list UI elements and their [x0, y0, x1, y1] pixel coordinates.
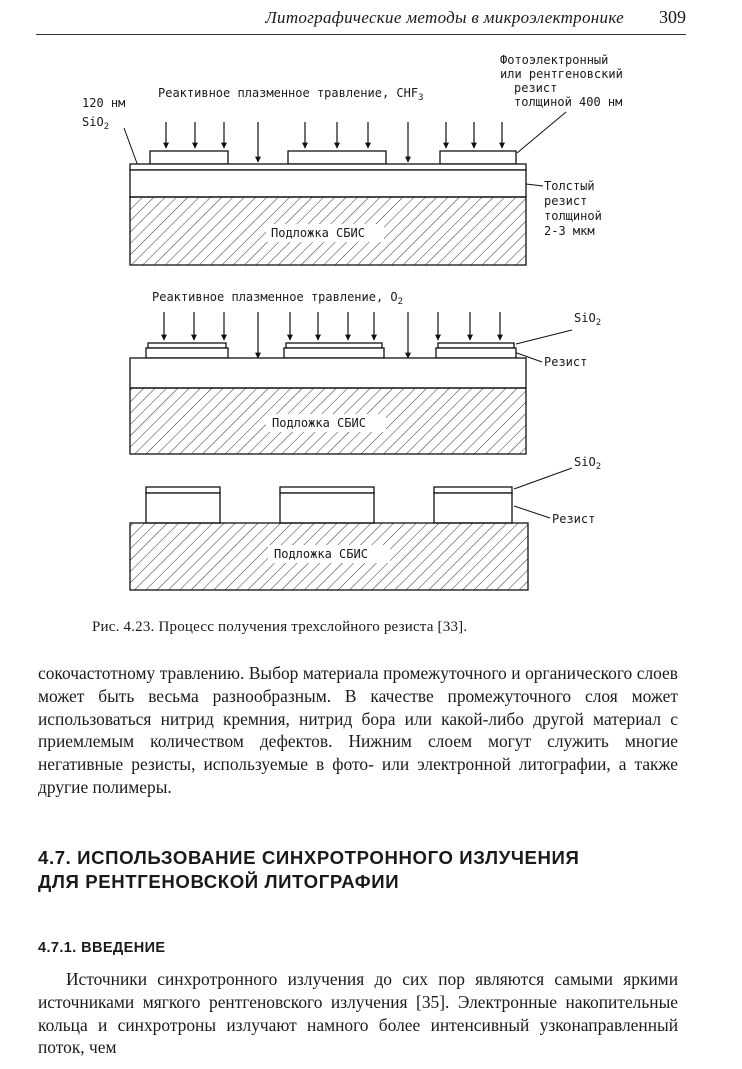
panel1-thick-resist-leader	[526, 184, 543, 186]
panel3-sio2-cap	[434, 487, 512, 493]
panel3-resist-label: Резист	[552, 512, 596, 526]
panel1-thick-resist-layer	[130, 170, 526, 197]
panel1-sio2-leader	[124, 128, 138, 166]
panel1-etch-label: Реактивное плазменное травление, $CHF_3$	[158, 86, 424, 103]
panel1-sio2-thickness: 120 нм	[82, 96, 126, 110]
panel3-resist-pillar	[146, 493, 220, 523]
panel3-resist-pillar	[280, 493, 374, 523]
panel1-substrate-label: Подложка СБИС	[271, 226, 365, 240]
panel2-sio2-island	[286, 343, 382, 348]
panel3-substrate-label: Подложка СБИС	[274, 547, 368, 561]
panel2-etch-label: Реактивное плазменное травление, $O_2$	[152, 290, 404, 307]
panel1-sio2-label: SiO$_2$	[82, 115, 110, 132]
panel-3	[130, 455, 601, 590]
panel1-top-resist-leader	[517, 112, 566, 153]
paragraph-1: сокочастотному травлению. Выбор материала промежуточного и органического слоев может быть весьма разнообразным. В качестве промежуточного слоя может использоваться нитрид кремния, нитрид бора или какой-либо другой материал с приемлемым количеством дефектов. Нижним слоем могут служить многие негативные резисты, используемые в фото- или электронной литографии, а также другие полимеры.	[38, 663, 678, 797]
panel1-top-resist-island	[288, 151, 386, 164]
page-number: 309	[659, 7, 686, 27]
panel1-thick-resist-label: Толстый резист толщиной 2-3 мкм	[544, 179, 602, 238]
panel3-sio2-leader	[514, 468, 572, 489]
panel3-sio2-cap	[280, 487, 374, 493]
panel2-resist-label: Резист	[544, 355, 588, 369]
panel3-resist-leader	[514, 506, 550, 518]
running-title: Литографические методы в микроэлектронике	[265, 8, 624, 27]
panel2-resist-island	[284, 348, 384, 358]
subsection-title: 4.7.1. ВВЕДЕНИЕ	[38, 940, 166, 956]
panel2-resist-layer	[130, 358, 526, 388]
panel2-resist-island	[436, 348, 516, 358]
figure-caption: Рис. 4.23. Процесс получения трехслойного резиста [33].	[92, 619, 468, 635]
panel2-sio2-label: SiO$_2$	[574, 311, 602, 328]
panel3-sio2-label: SiO$_2$	[574, 455, 602, 472]
panel-1	[82, 53, 630, 265]
panel2-sio2-island	[438, 343, 514, 348]
panel2-sio2-leader	[516, 330, 572, 344]
panel2-sio2-island	[148, 343, 226, 348]
panel1-top-resist-label: Фотоэлектронный или рентгеновский резист толщиной 400 нм	[500, 53, 623, 109]
panel2-resist-island	[146, 348, 228, 358]
panel2-substrate-label: Подложка СБИС	[272, 416, 366, 430]
panel1-top-resist-island	[440, 151, 516, 164]
panel1-top-resist-island	[150, 151, 228, 164]
section-title: 4.7. ИСПОЛЬЗОВАНИЕ СИНХРОТРОННОГО ИЗЛУЧЕНИЯ ДЛЯ РЕНТГЕНОВСКОЙ ЛИТОГРАФИИ	[38, 847, 580, 892]
panel3-resist-pillar	[434, 493, 512, 523]
panel1-sio2-layer	[130, 164, 526, 170]
panel3-sio2-cap	[146, 487, 220, 493]
paragraph-2: Источники синхротронного излучения до сих пор являются самыми яркими источниками мягкого рентгеновского излучения [35]. Электронные накопительные кольца и синхротроны излучают намного более интенсивный узконаправленный поток, чем	[38, 969, 678, 1058]
panel-2	[130, 290, 601, 454]
